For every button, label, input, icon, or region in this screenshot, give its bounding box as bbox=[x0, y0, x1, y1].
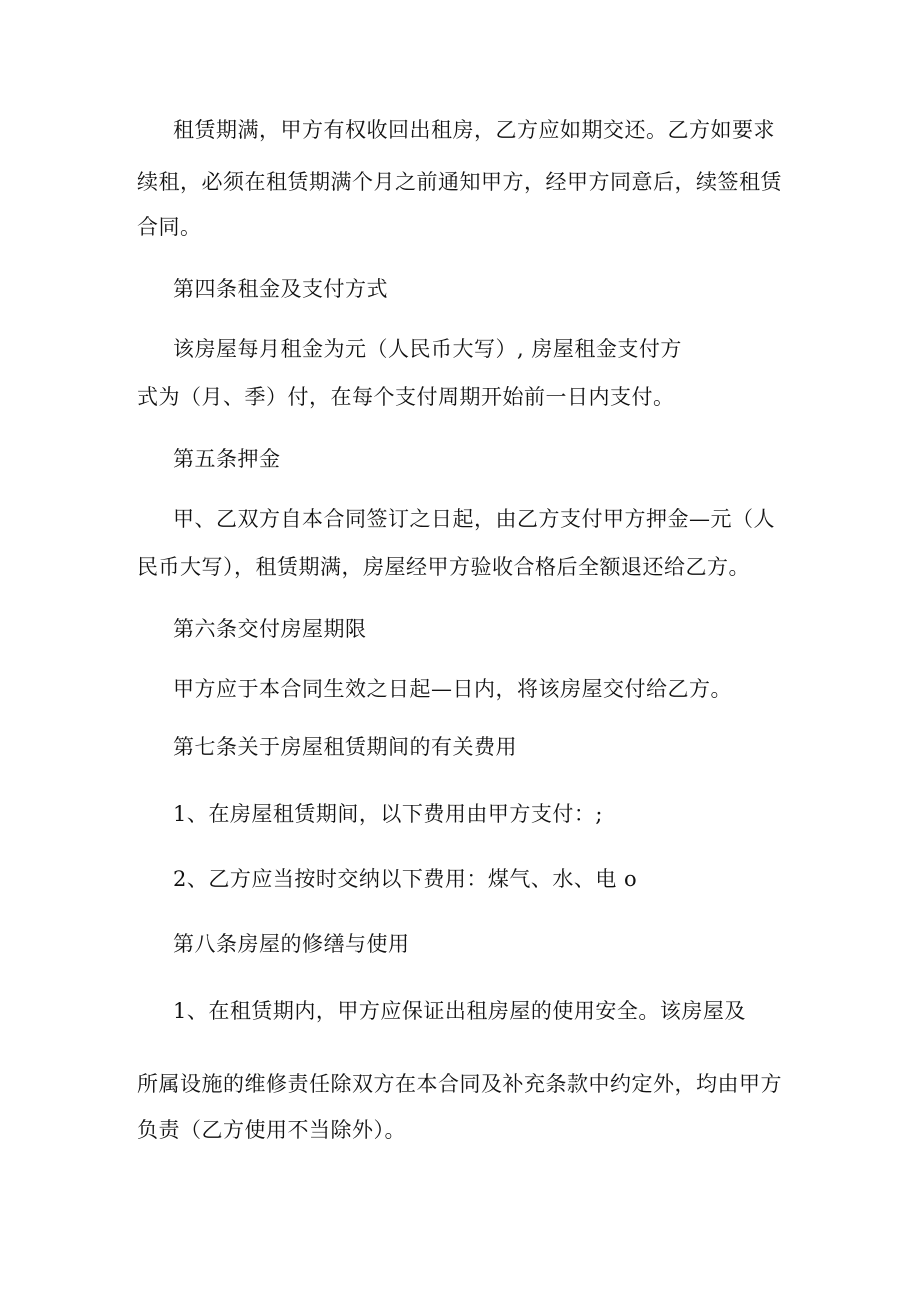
section-heading: 第七条关于房屋租赁期间的有关费用 bbox=[173, 735, 517, 759]
text-line: 甲、乙双方自本合同签订之日起，由乙方支付甲方押金—元（人 bbox=[173, 507, 775, 531]
text-line: 租赁期满，甲方有权收回出租房，乙方应如期交还。乙方如要求 bbox=[173, 118, 775, 142]
section-heading: 第六条交付房屋期限 bbox=[173, 617, 367, 641]
text-line: 续租，必须在租赁期满个月之前通知甲方，经甲方同意后，续签租赁 bbox=[137, 170, 782, 194]
text-line: 合同。 bbox=[137, 215, 202, 239]
text-line: 甲方应于本合同生效之日起—日内，将该房屋交付给乙方。 bbox=[173, 677, 732, 701]
text-line: 式为（月、季）付，在每个支付周期开始前一日内支付。 bbox=[137, 385, 675, 409]
text-line: 所属设施的维修责任除双方在本合同及补充条款中约定外，均由甲方 bbox=[137, 1072, 782, 1096]
section-heading: 第五条押金 bbox=[173, 447, 281, 471]
text-line: 1、在房屋租赁期间，以下费用由甲方支付：; bbox=[173, 802, 603, 826]
text-line: 1、在租赁期内，甲方应保证出租房屋的使用安全。该房屋及 bbox=[173, 999, 746, 1023]
text-line: 2、乙方应当按时交纳以下费用：煤气、水、电 o bbox=[173, 867, 638, 891]
text-line: 负责（乙方使用不当除外）。 bbox=[137, 1118, 406, 1142]
text-line: 该房屋每月租金为元（人民币大写）, 房屋租金支付方 bbox=[173, 337, 682, 361]
section-heading: 第八条房屋的修缮与使用 bbox=[173, 932, 410, 956]
text-line: 民币大写），租赁期满，房屋经甲方验收合格后全额退还给乙方。 bbox=[137, 555, 750, 579]
section-heading: 第四条租金及支付方式 bbox=[173, 277, 388, 301]
